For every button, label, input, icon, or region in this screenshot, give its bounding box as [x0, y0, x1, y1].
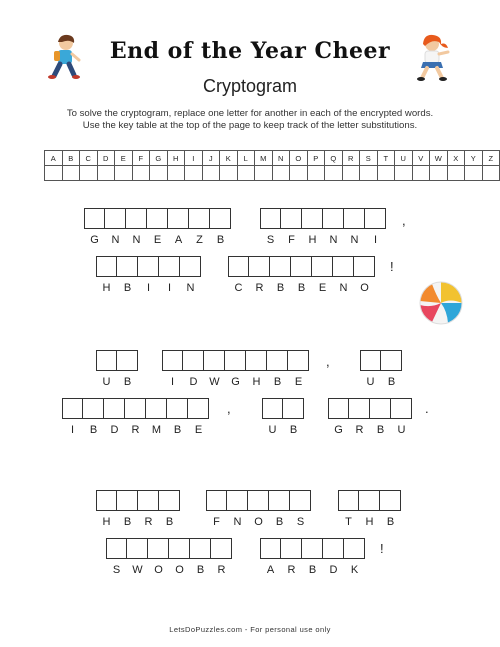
cipher-letter: R	[131, 424, 140, 436]
cipher-letter: D	[329, 564, 338, 576]
key-letter-z: Z	[482, 151, 500, 166]
cipher-letter: B	[276, 282, 285, 294]
key-letter-j: J	[202, 151, 220, 166]
instructions-line-2: Use the key table at the top of the page to keep track of the letter substitutions.	[82, 120, 418, 131]
cipher-letter: N	[329, 234, 338, 246]
key-answer-cell[interactable]	[325, 166, 343, 181]
answer-box[interactable]	[260, 208, 281, 229]
cipher-letter: O	[175, 564, 184, 576]
cipher-letters	[260, 234, 386, 246]
answer-box[interactable]	[333, 256, 354, 277]
cipher-letters	[228, 282, 375, 294]
key-letter-i: I	[185, 151, 203, 166]
key-letter-m: M	[255, 151, 273, 166]
cipher-letter: U	[268, 424, 277, 436]
answer-boxes[interactable]	[62, 398, 209, 419]
key-answer-cell[interactable]	[412, 166, 430, 181]
cipher-letter: B	[173, 424, 182, 436]
cipher-letter: W	[132, 564, 143, 576]
cipher-letter: N	[350, 234, 359, 246]
cipher-letter: S	[266, 234, 275, 246]
cipher-letter: E	[318, 282, 327, 294]
cipher-letter: R	[355, 424, 364, 436]
key-letter-y: Y	[465, 151, 483, 166]
answer-box[interactable]	[269, 490, 290, 511]
answer-box[interactable]	[359, 490, 380, 511]
answer-box[interactable]	[188, 398, 209, 419]
cipher-letter: O	[154, 564, 163, 576]
cipher-letter: B	[273, 376, 282, 388]
answer-box[interactable]	[249, 256, 270, 277]
cipher-letter: F	[213, 516, 220, 528]
key-answer-cell[interactable]	[45, 166, 63, 181]
cipher-letter: D	[110, 424, 119, 436]
key-answer-cell[interactable]	[465, 166, 483, 181]
cipher-letter: G	[90, 234, 99, 246]
answer-box[interactable]	[248, 490, 269, 511]
answer-boxes[interactable]	[96, 350, 138, 371]
cipher-letter: B	[123, 516, 132, 528]
cipher-letter: B	[297, 282, 306, 294]
cipher-letter: B	[386, 516, 395, 528]
answer-box[interactable]	[162, 350, 183, 371]
answer-box[interactable]	[148, 538, 169, 559]
cipher-word-9[interactable]	[262, 398, 304, 436]
answer-box[interactable]	[126, 208, 147, 229]
answer-box[interactable]	[204, 350, 225, 371]
cipher-word-6[interactable]	[162, 350, 309, 388]
cipher-letter: K	[350, 564, 359, 576]
answer-box[interactable]	[281, 538, 302, 559]
key-answer-cell[interactable]	[237, 166, 255, 181]
key-table	[44, 150, 500, 181]
answer-box[interactable]	[117, 256, 138, 277]
cipher-letter: Z	[196, 234, 203, 246]
cipher-letter: E	[153, 234, 162, 246]
cipher-letter: H	[102, 282, 111, 294]
answer-box[interactable]	[381, 350, 402, 371]
cipher-word-4[interactable]	[228, 256, 375, 294]
answer-box[interactable]	[267, 350, 288, 371]
cipher-letter: A	[266, 564, 275, 576]
answer-box[interactable]	[391, 398, 412, 419]
answer-box[interactable]	[302, 538, 323, 559]
key-letter-b: B	[62, 151, 80, 166]
key-answer-cell[interactable]	[150, 166, 168, 181]
key-letter-o: O	[290, 151, 308, 166]
answer-box[interactable]	[104, 398, 125, 419]
key-letter-k: K	[220, 151, 238, 166]
key-answer-cell[interactable]	[62, 166, 80, 181]
key-table-answers-row	[45, 166, 500, 181]
key-letter-t: T	[377, 151, 395, 166]
key-letter-n: N	[272, 151, 290, 166]
answer-box[interactable]	[227, 490, 248, 511]
key-letter-u: U	[395, 151, 413, 166]
cipher-letter: S	[296, 516, 305, 528]
cipher-letter: C	[234, 282, 243, 294]
cipher-letter: R	[287, 564, 296, 576]
key-letter-h: H	[167, 151, 185, 166]
answer-boxes[interactable]	[96, 256, 201, 277]
cipher-letter: W	[209, 376, 220, 388]
answer-box[interactable]	[168, 208, 189, 229]
key-letter-g: G	[150, 151, 168, 166]
answer-box[interactable]	[281, 208, 302, 229]
cipher-letters	[84, 234, 231, 246]
answer-box[interactable]	[262, 398, 283, 419]
key-answer-cell[interactable]	[202, 166, 220, 181]
punctuation-period: .	[425, 401, 429, 416]
key-answer-cell[interactable]	[307, 166, 325, 181]
key-letter-e: E	[115, 151, 133, 166]
key-letter-s: S	[360, 151, 378, 166]
cipher-word-8[interactable]	[62, 398, 209, 436]
answer-box[interactable]	[96, 256, 117, 277]
answer-box[interactable]	[225, 350, 246, 371]
cipher-letters	[328, 424, 412, 436]
cipher-letters	[96, 282, 201, 294]
key-answer-cell[interactable]	[360, 166, 378, 181]
punctuation-comma: ,	[326, 354, 330, 369]
answer-box[interactable]	[370, 398, 391, 419]
cipher-word-13[interactable]	[338, 490, 401, 528]
answer-box[interactable]	[270, 256, 291, 277]
answer-box[interactable]	[283, 398, 304, 419]
answer-boxes[interactable]	[338, 490, 401, 511]
cipher-letters	[62, 424, 209, 436]
answer-box[interactable]	[96, 350, 117, 371]
answer-box[interactable]	[323, 208, 344, 229]
answer-box[interactable]	[189, 208, 210, 229]
cipher-word-10[interactable]	[328, 398, 412, 436]
answer-box[interactable]	[84, 208, 105, 229]
key-letter-v: V	[412, 151, 430, 166]
key-answer-cell[interactable]	[430, 166, 448, 181]
cipher-letter: U	[102, 376, 111, 388]
punctuation-comma: ,	[227, 401, 231, 416]
cipher-letter: N	[339, 282, 348, 294]
cipher-letters	[162, 376, 309, 388]
answer-boxes[interactable]	[328, 398, 412, 419]
answer-box[interactable]	[117, 350, 138, 371]
answer-box[interactable]	[159, 256, 180, 277]
key-table-letters-row	[45, 151, 500, 166]
answer-box[interactable]	[127, 538, 148, 559]
key-letter-r: R	[342, 151, 360, 166]
cipher-letters	[260, 564, 365, 576]
instructions	[40, 108, 460, 132]
page-subtitle: Cryptogram	[202, 76, 298, 96]
cipher-letters	[206, 516, 311, 528]
answer-box[interactable]	[206, 490, 227, 511]
key-answer-cell[interactable]	[255, 166, 273, 181]
key-answer-cell[interactable]	[115, 166, 133, 181]
cipher-letter: N	[186, 282, 195, 294]
answer-box[interactable]	[138, 256, 159, 277]
answer-box[interactable]	[159, 490, 180, 511]
answer-boxes[interactable]	[360, 350, 402, 371]
cipher-letter: N	[233, 516, 242, 528]
cipher-letter: B	[196, 564, 205, 576]
cipher-letter: E	[194, 424, 203, 436]
cipher-letter: R	[255, 282, 264, 294]
cipher-letter: A	[174, 234, 183, 246]
key-letter-l: L	[237, 151, 255, 166]
answer-boxes[interactable]	[106, 538, 232, 559]
answer-box[interactable]	[105, 208, 126, 229]
cipher-letters	[360, 376, 402, 388]
cipher-letter: B	[165, 516, 174, 528]
answer-box[interactable]	[290, 490, 311, 511]
answer-box[interactable]	[344, 538, 365, 559]
cipher-letter: U	[397, 424, 406, 436]
answer-box[interactable]	[138, 490, 159, 511]
cipher-letter: I	[170, 376, 175, 388]
key-answer-cell[interactable]	[395, 166, 413, 181]
answer-box[interactable]	[147, 208, 168, 229]
answer-box[interactable]	[312, 256, 333, 277]
instructions-line-1: To solve the cryptogram, replace one letter for another in each of the encrypted words.	[66, 108, 434, 119]
answer-box[interactable]	[62, 398, 83, 419]
answer-boxes[interactable]	[84, 208, 231, 229]
key-answer-cell[interactable]	[447, 166, 465, 181]
answer-box[interactable]	[210, 208, 231, 229]
key-letter-f: F	[132, 151, 150, 166]
cipher-letter: H	[365, 516, 374, 528]
cipher-letter: B	[275, 516, 284, 528]
key-answer-cell[interactable]	[272, 166, 290, 181]
key-letter-q: Q	[325, 151, 343, 166]
key-answer-cell[interactable]	[132, 166, 150, 181]
answer-box[interactable]	[354, 256, 375, 277]
key-answer-cell[interactable]	[290, 166, 308, 181]
punctuation-exclamation: !	[390, 259, 394, 274]
answer-box[interactable]	[211, 538, 232, 559]
cipher-letter: N	[111, 234, 120, 246]
cipher-letter: I	[373, 234, 378, 246]
answer-box[interactable]	[323, 538, 344, 559]
key-letter-p: P	[307, 151, 325, 166]
answer-boxes[interactable]	[206, 490, 311, 511]
key-answer-cell[interactable]	[97, 166, 115, 181]
cipher-letter: I	[146, 282, 151, 294]
key-answer-cell[interactable]	[167, 166, 185, 181]
answer-box[interactable]	[96, 490, 117, 511]
cipher-letter: B	[376, 424, 385, 436]
cipher-letter: N	[132, 234, 141, 246]
answer-box[interactable]	[83, 398, 104, 419]
answer-box[interactable]	[117, 490, 138, 511]
cipher-letter: G	[231, 376, 240, 388]
answer-box[interactable]	[246, 350, 267, 371]
cipher-letter: B	[123, 282, 132, 294]
key-letter-a: A	[45, 151, 63, 166]
cipher-letter: T	[345, 516, 352, 528]
key-letter-d: D	[97, 151, 115, 166]
cipher-letter: R	[144, 516, 153, 528]
answer-boxes[interactable]	[260, 538, 365, 559]
answer-box[interactable]	[360, 350, 381, 371]
cipher-letter: B	[123, 376, 132, 388]
cipher-letter: B	[89, 424, 98, 436]
answer-box[interactable]	[106, 538, 127, 559]
cipher-letters	[338, 516, 401, 528]
cipher-word-11[interactable]	[96, 490, 180, 528]
answer-box[interactable]	[291, 256, 312, 277]
answer-box[interactable]	[190, 538, 211, 559]
key-answer-cell[interactable]	[377, 166, 395, 181]
cipher-letter: I	[167, 282, 172, 294]
cipher-letters	[96, 516, 180, 528]
cipher-letter: B	[216, 234, 225, 246]
answer-boxes[interactable]	[162, 350, 309, 371]
cipher-letter: O	[254, 516, 263, 528]
cipher-word-1[interactable]	[84, 208, 231, 246]
cipher-letter: U	[366, 376, 375, 388]
answer-box[interactable]	[380, 490, 401, 511]
answer-box[interactable]	[288, 350, 309, 371]
key-letter-x: X	[447, 151, 465, 166]
answer-box[interactable]	[260, 538, 281, 559]
cipher-letter: R	[217, 564, 226, 576]
cipher-letter: O	[360, 282, 369, 294]
cipher-word-15[interactable]	[260, 538, 365, 576]
answer-box[interactable]	[167, 398, 188, 419]
cipher-letters	[96, 376, 138, 388]
answer-box[interactable]	[344, 208, 365, 229]
cipher-letter: H	[102, 516, 111, 528]
cipher-letter: S	[112, 564, 121, 576]
answer-box[interactable]	[365, 208, 386, 229]
answer-box[interactable]	[338, 490, 359, 511]
cipher-word-12[interactable]	[206, 490, 311, 528]
key-letter-w: W	[430, 151, 448, 166]
cipher-letter: B	[289, 424, 298, 436]
answer-box[interactable]	[302, 208, 323, 229]
punctuation-comma: ,	[402, 213, 406, 228]
key-answer-cell[interactable]	[185, 166, 203, 181]
answer-box[interactable]	[125, 398, 146, 419]
key-answer-cell[interactable]	[80, 166, 98, 181]
cipher-word-5[interactable]	[96, 350, 138, 388]
cipher-letter: G	[334, 424, 343, 436]
answer-box[interactable]	[228, 256, 249, 277]
key-answer-cell[interactable]	[220, 166, 238, 181]
cipher-letters	[262, 424, 304, 436]
answer-box[interactable]	[183, 350, 204, 371]
cipher-word-7[interactable]	[360, 350, 402, 388]
key-answer-cell[interactable]	[482, 166, 500, 181]
cipher-letter: I	[70, 424, 75, 436]
cipher-letters	[106, 564, 232, 576]
answer-boxes[interactable]	[228, 256, 375, 277]
cipher-word-3[interactable]	[96, 256, 201, 294]
answer-boxes[interactable]	[262, 398, 304, 419]
cipher-word-2[interactable]	[260, 208, 386, 246]
cipher-letter: B	[308, 564, 317, 576]
answer-box[interactable]	[180, 256, 201, 277]
beach-ball-illustration	[418, 280, 464, 326]
cipher-letter: F	[288, 234, 295, 246]
answer-box[interactable]	[328, 398, 349, 419]
cipher-word-14[interactable]	[106, 538, 232, 576]
answer-box[interactable]	[146, 398, 167, 419]
key-letter-c: C	[80, 151, 98, 166]
footer-credit: LetsDoPuzzles.com - For personal use only	[169, 625, 331, 634]
answer-box[interactable]	[169, 538, 190, 559]
key-answer-cell[interactable]	[342, 166, 360, 181]
cipher-letter: H	[252, 376, 261, 388]
cipher-letter: E	[294, 376, 303, 388]
cipher-letter: D	[189, 376, 198, 388]
cipher-letter: H	[308, 234, 317, 246]
page-title: End of the Year Cheer	[109, 38, 391, 64]
answer-boxes[interactable]	[260, 208, 386, 229]
cipher-letter: B	[387, 376, 396, 388]
answer-boxes[interactable]	[96, 490, 180, 511]
cipher-letter: M	[151, 424, 162, 436]
punctuation-exclamation: !	[380, 541, 384, 556]
answer-box[interactable]	[349, 398, 370, 419]
